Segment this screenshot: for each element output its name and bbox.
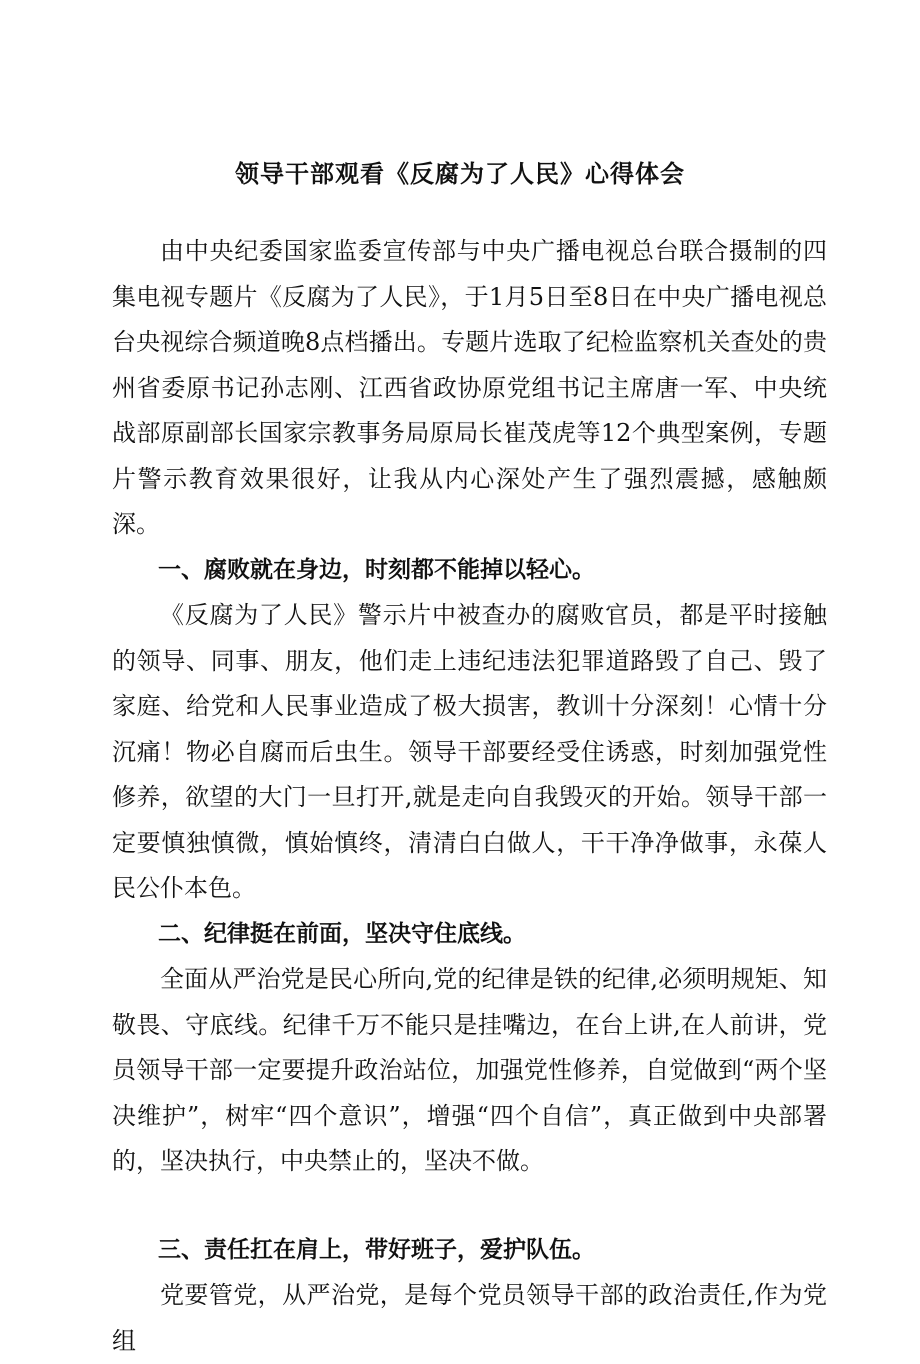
- section-2-paragraph: 全面从严治党是民心所向,党的纪律是铁的纪律,必须明规矩、知敬畏、守底线。纪律千万不能只是挂嘴边，在台上讲,在人前讲，党员领导干部一定要提升政治站位，加强党性修养，自觉做到“两个坚决维护”，树牢“四个意识”，增强“四个自信”，真正做到中央部署的，坚决执行，中央禁止的，坚决不做。: [112, 965, 827, 1175]
- section-3-heading: 三、责任扛在肩上，带好班子，爱护队伍。: [158, 1236, 595, 1263]
- section-gap: [112, 1185, 827, 1228]
- document-body: [112, 229, 827, 1364]
- document-title: 领导干部观看《反腐为了人民》心得体会: [235, 160, 685, 188]
- section-1-heading: 一、腐败就在身边，时刻都不能掉以轻心。: [158, 556, 595, 583]
- section-3-paragraph: 党要管党，从严治党，是每个党员领导干部的政治责任,作为党组: [112, 1281, 827, 1355]
- section-1-paragraph: 《反腐为了人民》警示片中被查办的腐败官员，都是平时接触的领导、同事、朋友，他们走上违纪违法犯罪道路毁了自己、毁了家庭、给党和人民事业造成了极大损害，教训十分深刻！心情十分沉痛！物必自腐而后虫生。领导干部要经受住诱惑，时刻加强党性修养，欲望的大门一旦打开,就是走向自我毁灭的开始。领导干部一定要慎独慎微，慎始慎终，清清白白做人，干干净净做事，永葆人民公仆本色。: [112, 601, 827, 902]
- section-2-heading: 二、纪律挺在前面，坚决守住底线。: [158, 920, 526, 947]
- intro-paragraph: 由中央纪委国家监委宣传部与中央广播电视总台联合摄制的四集电视专题片《反腐为了人民》，于1月5日至8日在中央广播电视总台央视综合频道晚8点档播出。专题片选取了纪检监察机关查处的贵州省委原书记孙志刚、江西省政协原党组书记主席唐一军、中央统战部原副部长国家宗教事务局原局长崔茂虎等12个典型案例，专题片警示教育效果很好，让我从内心深处产生了强烈震撼，感触颇深。: [112, 237, 827, 538]
